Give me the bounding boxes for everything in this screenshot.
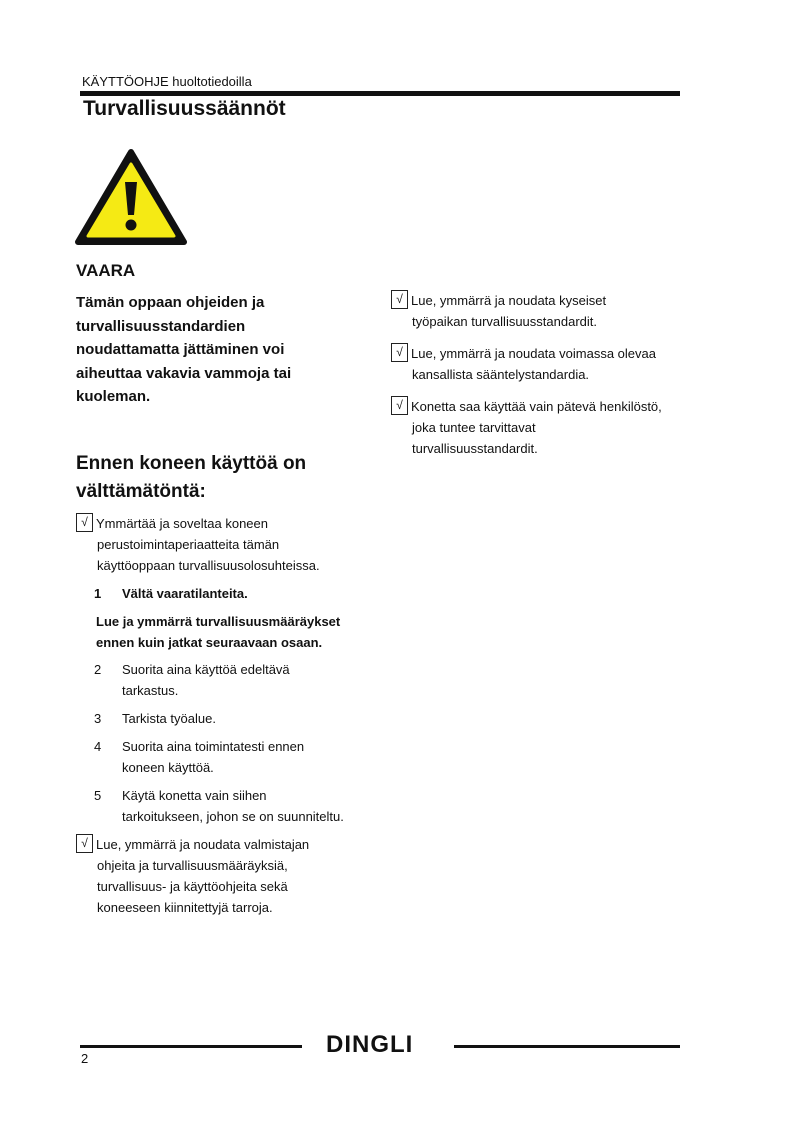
step-text: Käytä konetta vain siihen: [122, 788, 267, 803]
page-number: 2: [81, 1051, 89, 1066]
danger-line: kuoleman.: [76, 388, 151, 405]
warning-triangle-icon: [74, 148, 188, 248]
step-text: Suorita aina käyttöä edeltävä: [122, 662, 290, 677]
item-line: kansallista sääntelystandardia.: [412, 367, 590, 382]
step-number: 5: [94, 788, 102, 803]
item-line: joka tuntee tarvittavat: [412, 420, 536, 435]
footer-divider-right: [454, 1045, 680, 1048]
numbered-step: [94, 736, 392, 778]
checklist-item: [76, 513, 386, 576]
item-line: työpaikan turvallisuusstandardit.: [412, 314, 597, 329]
step-number: 2: [94, 662, 102, 677]
numbered-step: [94, 708, 392, 729]
checklist-item: [76, 834, 386, 918]
item-line: Lue, ymmärrä ja noudata voimassa olevaa: [411, 346, 656, 361]
before-use-heading: [76, 450, 376, 506]
step-text: Vältä vaaratilanteita.: [122, 586, 248, 601]
manual-header-label: KÄYTTÖOHJE huoltotiedoilla: [82, 74, 252, 89]
checklist-item: [391, 396, 701, 459]
step-text: koneen käyttöä.: [122, 760, 214, 775]
numbered-step: [94, 583, 392, 604]
numbered-step: [94, 785, 392, 827]
item-line: turvallisuus- ja käyttöohjeita sekä: [97, 879, 288, 894]
item-line: käyttöoppaan turvallisuusolosuhteissa.: [97, 558, 320, 573]
checkmark-box-icon: √: [391, 396, 408, 415]
step-text: Suorita aina toimintatesti ennen: [122, 739, 305, 754]
footer-divider-left: [80, 1045, 302, 1048]
step-number: 1: [94, 586, 102, 601]
danger-title: VAARA: [76, 261, 136, 280]
brand-logo: DINGLI: [326, 1031, 414, 1058]
checkmark-box-icon: √: [76, 513, 93, 532]
numbered-step: [94, 659, 392, 701]
step-number: 4: [94, 739, 102, 754]
danger-line: noudattamatta jättäminen voi: [76, 341, 285, 358]
item-line: Lue, ymmärrä ja noudata valmistajan: [96, 837, 310, 852]
header-divider: [80, 91, 680, 96]
step-number: 3: [94, 711, 102, 726]
item-line: turvallisuusstandardit.: [412, 441, 538, 456]
item-line: Konetta saa käyttää vain pätevä henkilöstö,: [411, 399, 662, 414]
note-line: Lue ja ymmärrä turvallisuusmääräykset: [96, 614, 341, 629]
heading-line: välttämätöntä:: [76, 481, 206, 502]
item-line: Ymmärtää ja soveltaa koneen: [96, 516, 268, 531]
item-line: perustoimintaperiaatteita tämän: [97, 537, 280, 552]
item-line: ohjeita ja turvallisuusmääräyksiä,: [97, 858, 288, 873]
checkmark-box-icon: √: [391, 343, 408, 362]
item-line: Lue, ymmärrä ja noudata kyseiset: [411, 293, 607, 308]
heading-line: Ennen koneen käyttöä on: [76, 453, 307, 474]
danger-warning-text: [76, 291, 356, 409]
step-text: tarkastus.: [122, 683, 179, 698]
danger-line: turvallisuusstandardien: [76, 317, 246, 335]
step-text: tarkoitukseen, johon se on suunniteltu.: [122, 809, 344, 824]
note-line: ennen kuin jatkat seuraavaan osaan.: [96, 635, 323, 650]
checklist-item: [391, 343, 701, 385]
danger-line: Tämän oppaan ohjeiden ja: [76, 294, 265, 311]
checkmark-box-icon: √: [391, 290, 408, 309]
item-line: koneeseen kiinnitettyjä tarroja.: [97, 900, 273, 915]
danger-line: aiheuttaa vakavia vammoja tai: [76, 364, 292, 382]
checkmark-box-icon: √: [76, 834, 93, 853]
page-title: Turvallisuussäännöt: [83, 97, 286, 120]
step-text: Tarkista työalue.: [122, 711, 216, 726]
safety-rules-note: [96, 611, 386, 653]
checklist-item: [391, 290, 701, 332]
